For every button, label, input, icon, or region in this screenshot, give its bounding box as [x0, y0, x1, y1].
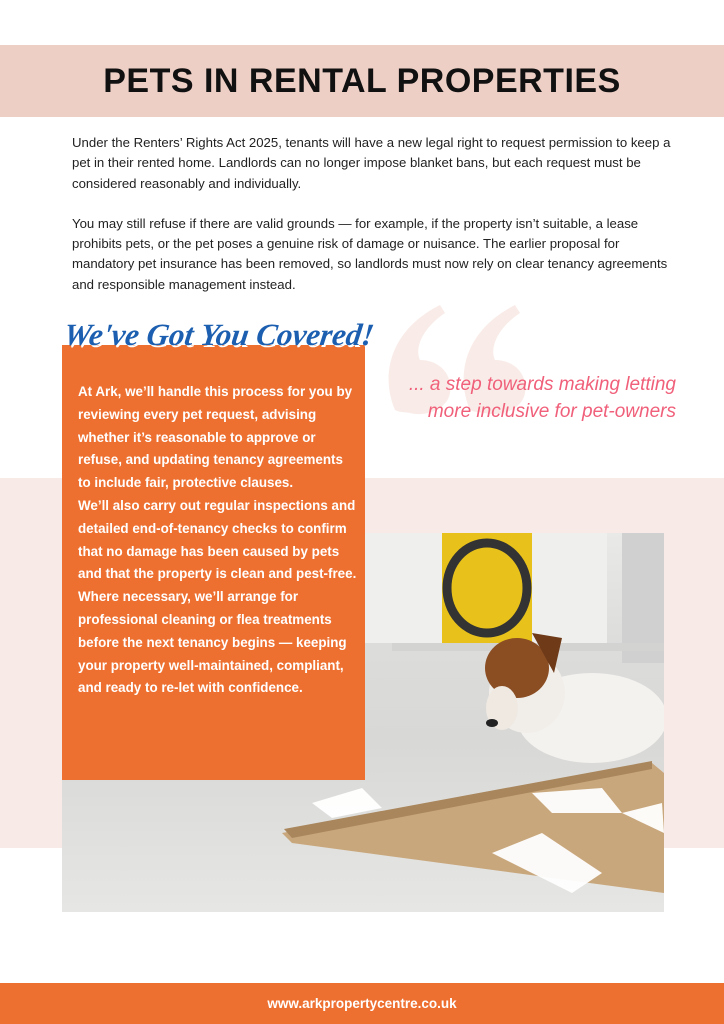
- callout-box: [62, 345, 365, 780]
- pull-quote: ... a step towards making letting more inclusive for pet-owners: [408, 374, 676, 422]
- intro-paragraph-1: Under the Renters’ Rights Act 2025, tenants will have a new legal right to request permission to keep a pet in their rented home. Landlords can no longer impose blanket bans, but each request must be considered reasonably and individually.: [72, 135, 671, 191]
- header-banner: [0, 45, 724, 117]
- page-title: PETS IN RENTAL PROPERTIES: [103, 61, 621, 100]
- intro-text: [72, 133, 678, 295]
- callout-heading: We've Got You Covered!: [61, 317, 377, 352]
- intro-paragraph-2: You may still refuse if there are valid grounds — for example, if the property isn’t suitable, a lease prohibits pets, or the pet poses a genuine risk of damage or nuisance. The earlier proposal for mandatory pet insurance has been removed, so landlords must now rely on clear tenancy agreements and responsible management instead.: [72, 215, 668, 292]
- website-link[interactable]: www.arkpropertycentre.co.uk: [267, 996, 457, 1011]
- callout-body: At Ark, we’ll handle this process for you by reviewing every pet request, advising whether it’s reasonable to approve or refuse, and updating tenancy agreements to include fair, protective clauses. We’ll also carry out regular inspections and detailed end-of-tenancy checks to confirm that no damage has been caused by pets and that the property is clean and pest-free. Where necessary, we’ll arrange for professional cleaning or flea treatments before the next tenancy begins — keeping your property well-maintained, compliant, and ready to re-let with confidence.: [78, 384, 357, 696]
- footer: [0, 983, 724, 1024]
